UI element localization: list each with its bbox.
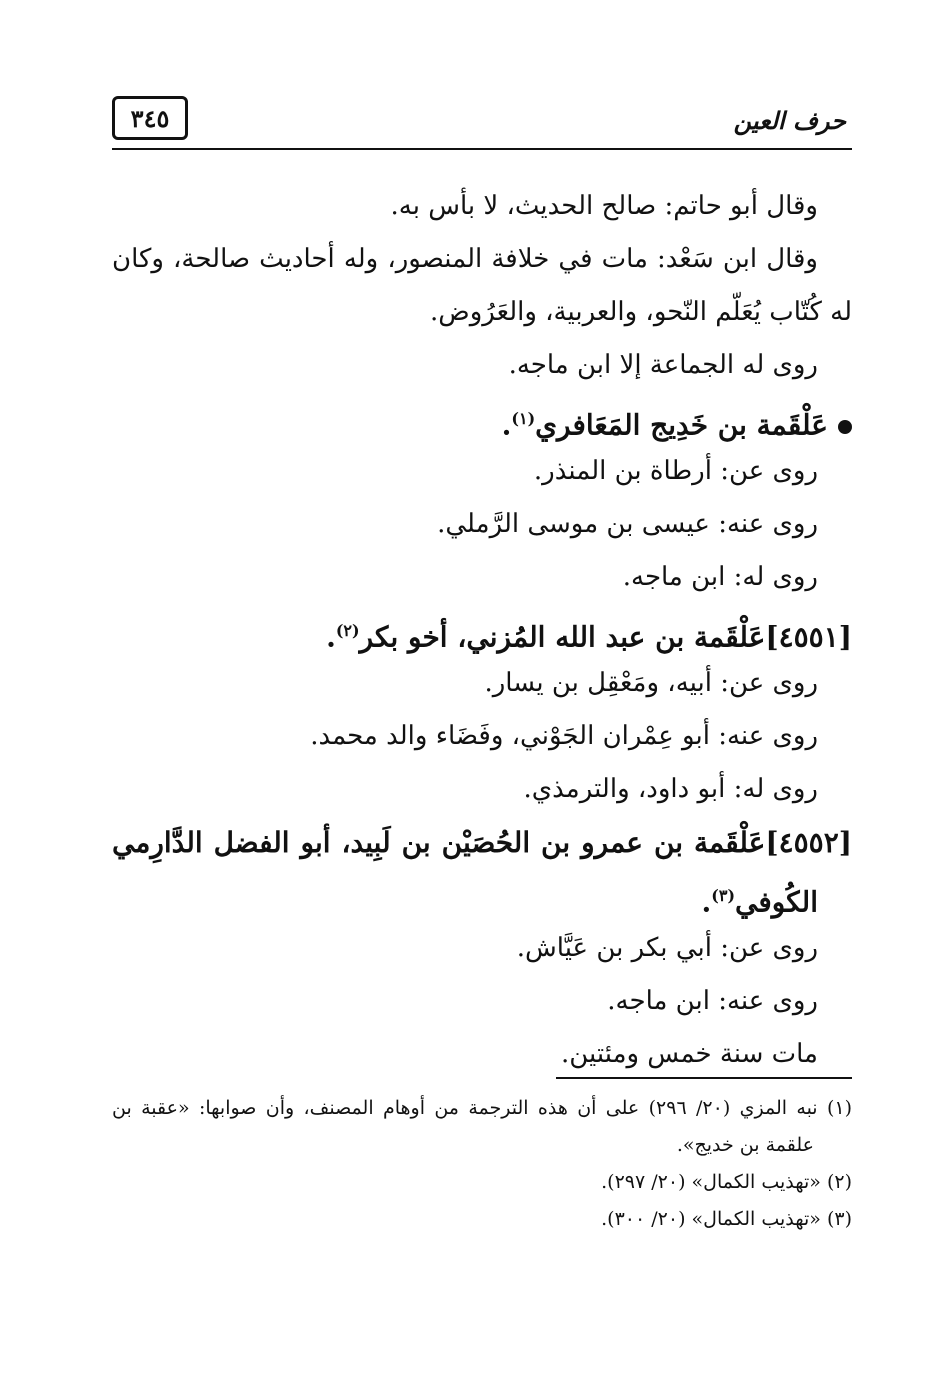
footnote-marker[interactable]: (٢) xyxy=(335,621,360,640)
footnote-1-continued: علقمة بن خديج». xyxy=(676,1134,814,1156)
text-line: روى عن: أرطاة بن المنذر. xyxy=(533,456,818,486)
footnote-2: (٢) «تهذيب الكمال» (٢٠/ ٢٩٧). xyxy=(601,1171,852,1193)
footnote-rule xyxy=(556,1077,852,1079)
footnote-3: (٣) «تهذيب الكمال» (٢٠/ ٣٠٠). xyxy=(601,1208,852,1230)
text-line: روى عنه: عيسى بن موسى الرَّملي. xyxy=(437,509,818,539)
entry-heading xyxy=(112,392,852,445)
footnotes xyxy=(112,1090,852,1238)
entry-heading xyxy=(112,816,852,869)
body-text xyxy=(112,180,852,1081)
entry-title: عَلْقَمة بن خَدِيج المَعَافري xyxy=(535,408,828,442)
entry-end: . xyxy=(326,620,336,654)
entry-title: عَلْقَمة بن عمرو بن الحُصَيْن بن لَبِيد، أبو الفضل الدَّارِمي xyxy=(112,826,766,859)
text-line: له كُتّاب يُعَلّم النّحو، والعربية، والعَرُوض. xyxy=(430,297,852,327)
page-number: ٣٤٥ xyxy=(112,96,188,140)
footnote-marker[interactable]: (١) xyxy=(511,409,536,428)
entry-end: . xyxy=(501,408,512,442)
text-line: روى عن: أبيه، ومَعْقِل بن يسار. xyxy=(484,668,818,698)
text-line: روى عنه: أبو عِمْران الجَوْني، وفَضَاء والد محمد. xyxy=(310,721,818,751)
entry-end: . xyxy=(701,885,712,919)
footnote-1: (١) نبه المزي (٢٠/ ٢٩٦) على أن هذه الترجمة من أوهام المصنف، وأن صوابها: «عقبة بن xyxy=(112,1097,852,1119)
text-line: روى عنه: ابن ماجه. xyxy=(607,986,818,1016)
footnote-marker[interactable]: (٣) xyxy=(711,886,736,905)
running-head: حرف العين xyxy=(733,106,846,135)
entry-number: [٤٥٥٢] xyxy=(765,826,852,859)
entry-heading-continued xyxy=(112,869,852,922)
entry-number: [٤٥٥١] xyxy=(765,620,852,654)
bullet-icon xyxy=(838,420,852,434)
text-line: وقال أبو حاتم: صالح الحديث، لا بأس به. xyxy=(390,191,818,221)
entry-title: عَلْقَمة بن عبد الله المُزني، أخو بكر xyxy=(359,620,766,654)
text-line: روى عن: أبي بكر بن عَيَّاش. xyxy=(516,933,818,963)
text-line: وقال ابن سَعْد: مات في خلافة المنصور، وله أحاديث صالحة، وكان xyxy=(112,244,818,274)
text-line: روى له الجماعة إلا ابن ماجه. xyxy=(508,350,818,380)
text-line: روى له: أبو داود، والترمذي. xyxy=(523,774,818,804)
text-line: مات سنة خمس ومئتين. xyxy=(560,1039,818,1069)
entry-heading xyxy=(112,604,852,657)
page-header xyxy=(112,96,852,152)
header-rule xyxy=(112,148,852,150)
text-line: روى له: ابن ماجه. xyxy=(622,562,818,592)
entry-title: الكُوفي xyxy=(735,885,818,919)
